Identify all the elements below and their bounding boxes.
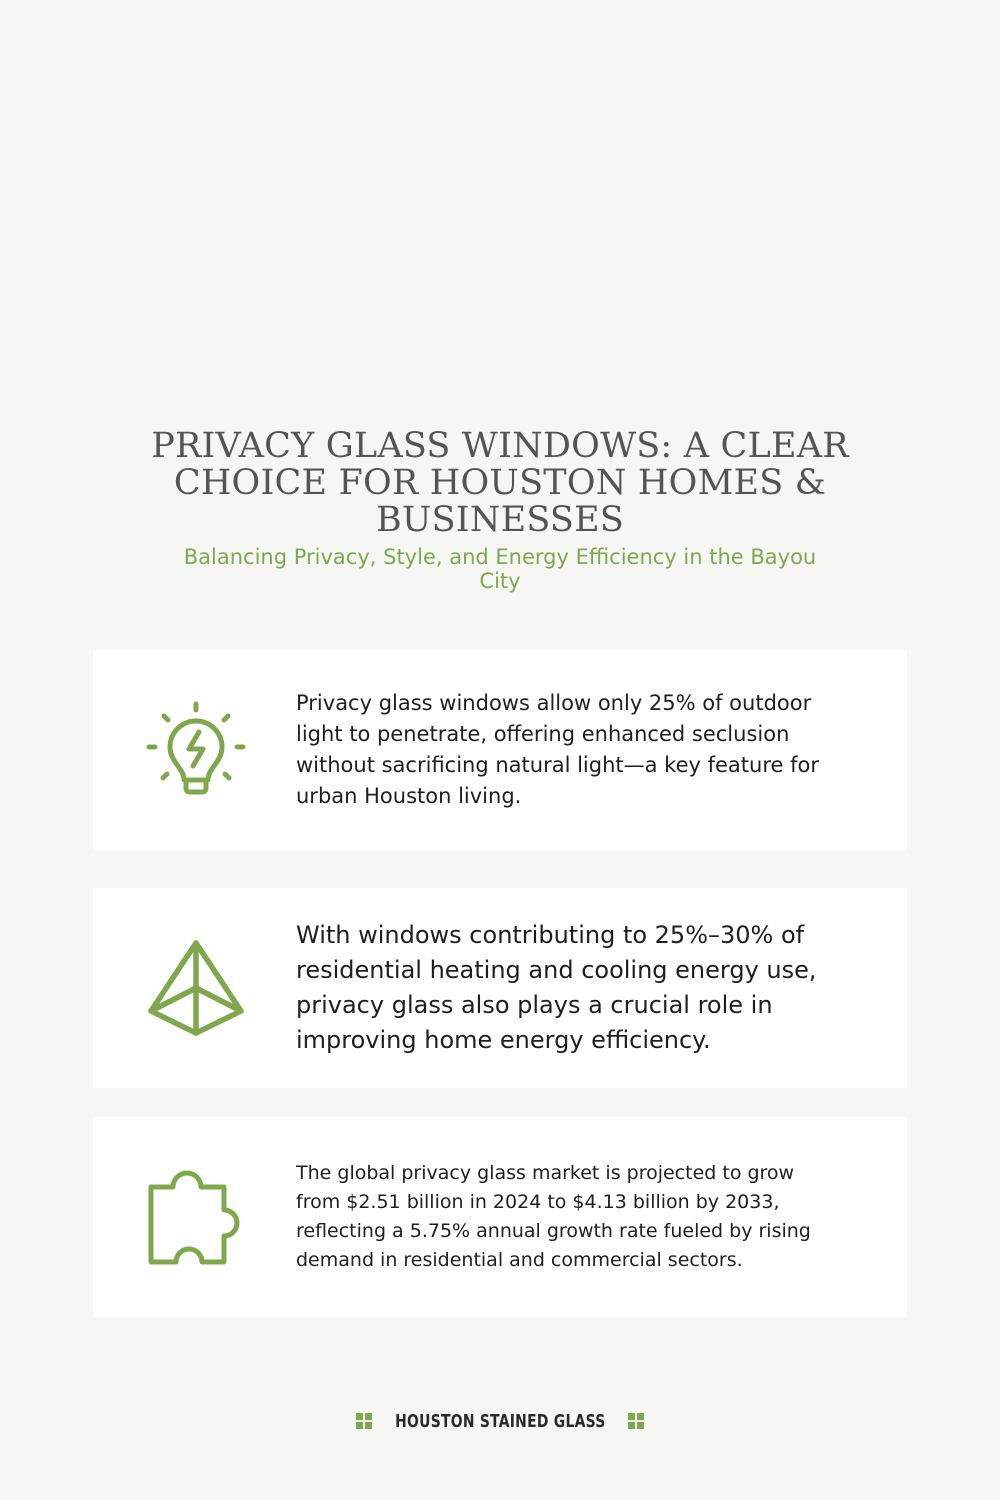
fact-card-light (93, 650, 907, 850)
fact-card-energy (93, 888, 907, 1088)
brand-logo (0, 1408, 1000, 1434)
fact-card-market (93, 1117, 907, 1317)
pyramid-icon (143, 938, 249, 1038)
fact-text-energy: With windows contributing to 25%–30% of residential heating and cooling energy use, privacy glass also plays a crucial role in improving home energy efficiency. (296, 921, 817, 1054)
page-title: PRIVACY GLASS WINDOWS: A CLEAR CHOICE FOR HOUSTON HOMES & BUSINESSES (151, 426, 849, 540)
puzzle-piece-icon (143, 1167, 249, 1267)
logo-squares-right-icon (628, 1413, 644, 1429)
page-subtitle: Balancing Privacy, Style, and Energy Efficiency in the Bayou City (183, 545, 817, 593)
brand-logo-text: HOUSTON STAINED GLASS (394, 1410, 606, 1432)
lightbulb-icon (143, 700, 249, 800)
logo-squares-left-icon (356, 1413, 372, 1429)
fact-text-market: The global privacy glass market is projected to grow from $2.51 billion in 2024 to $4.13 billion by 2033, reflecting a 5.75% annual growth rate fueled by rising demand in residential and commercial sectors. (296, 1162, 811, 1271)
fact-text-light: Privacy glass windows allow only 25% of outdoor light to penetrate, offering enhanced seclusion without sacrificing natural light—a key feature for urban Houston living. (296, 691, 819, 808)
